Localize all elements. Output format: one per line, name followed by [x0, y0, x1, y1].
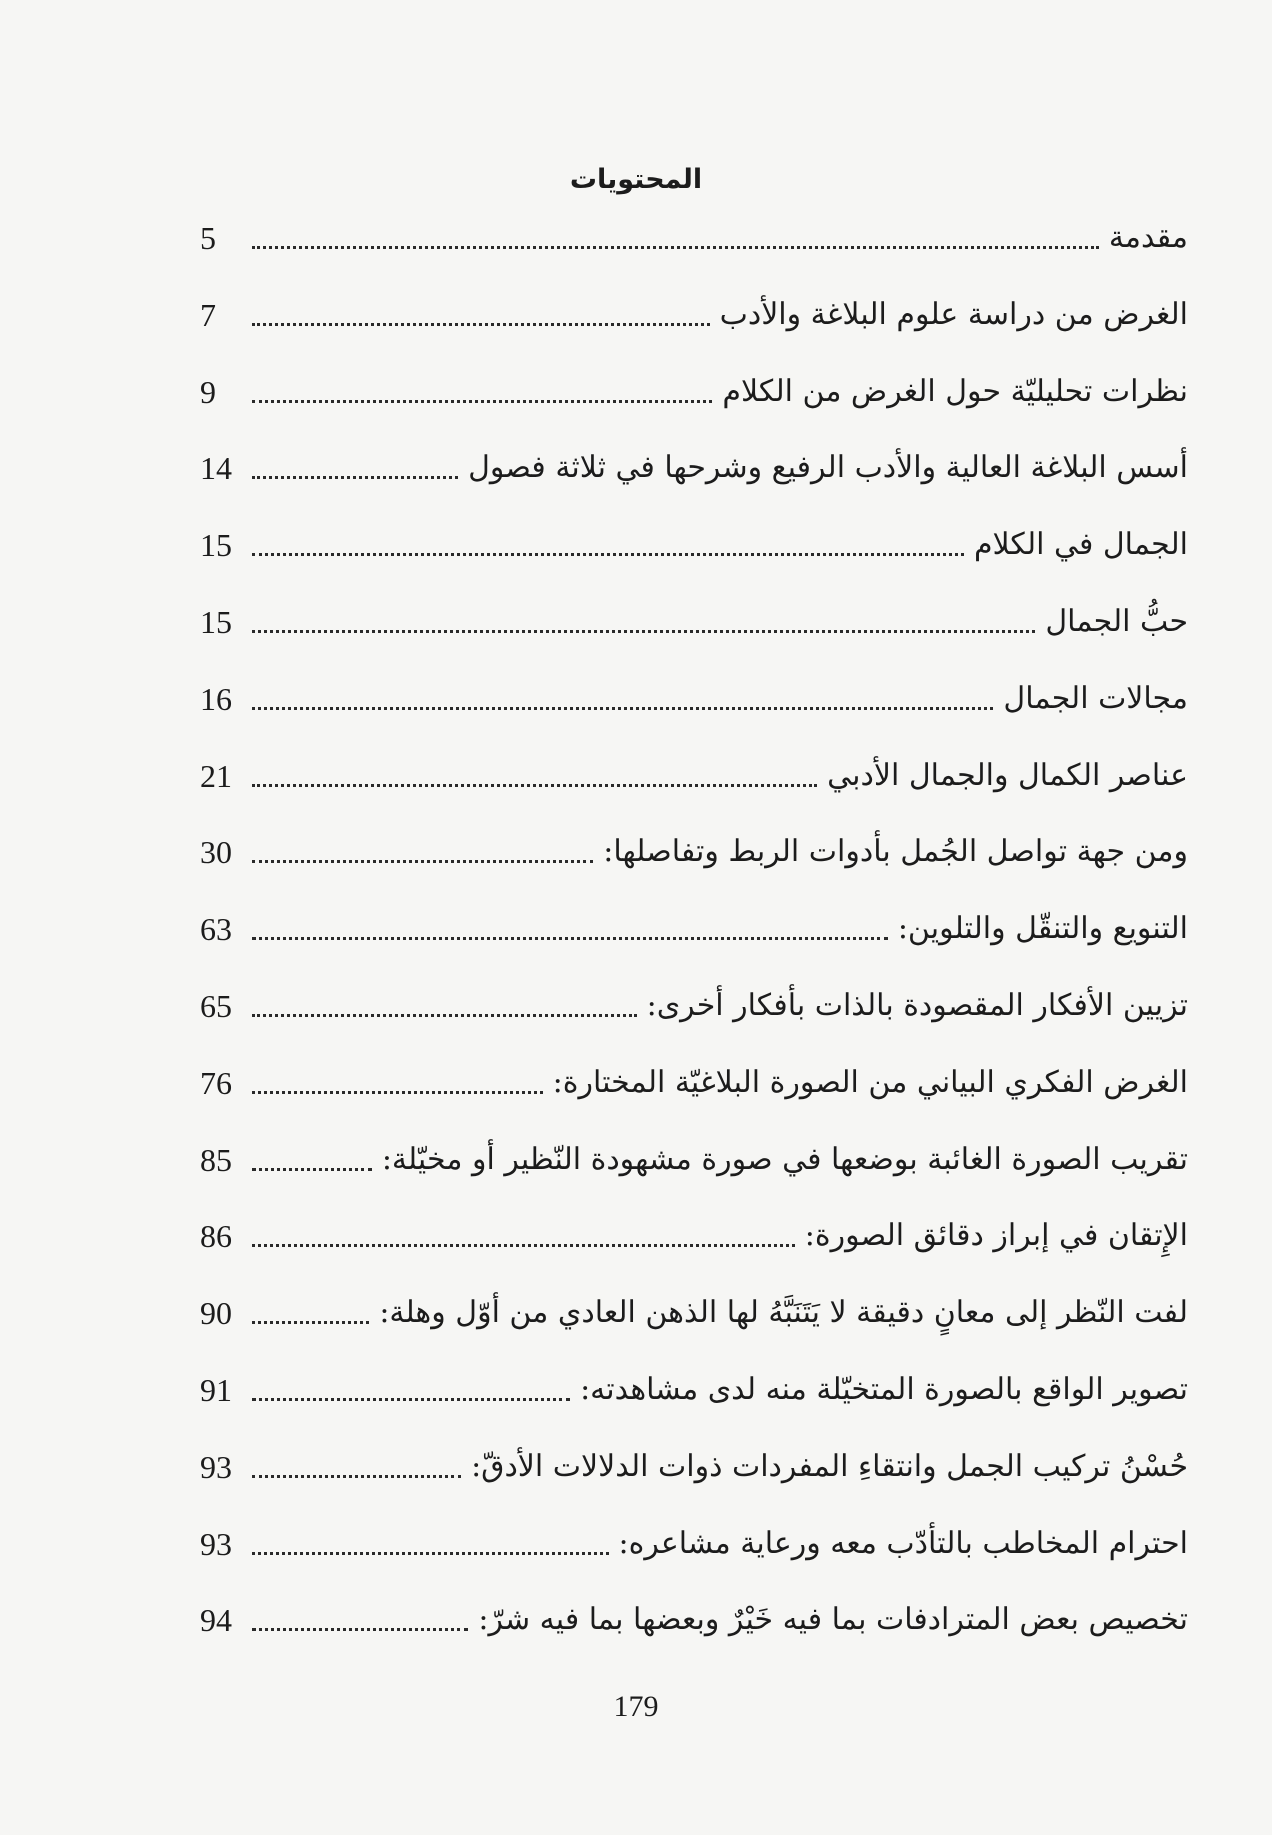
entry-page-number: 85: [200, 1141, 232, 1178]
dot-leader: [252, 1091, 543, 1094]
dot-leader: [252, 707, 993, 710]
entry-title: تخصيص بعض المترادفات بما فيه خَيْرٌ وبعضها بما فيه شرّ:: [478, 1602, 1188, 1638]
entry-page-number: 15: [200, 527, 232, 564]
toc-entry: [200, 796, 1188, 873]
entry-page-number: 7: [200, 296, 216, 333]
dot-leader: [252, 860, 593, 863]
dot-leader: [252, 1244, 795, 1247]
entry-page-number: 91: [200, 1371, 232, 1408]
entry-title: لفت النّظر إلى معانٍ دقيقة لا يَتَنَبَّهُ لها الذهن العادي من أوّل وهلة:: [379, 1295, 1188, 1331]
dot-leader: [252, 630, 1035, 633]
dot-leader: [252, 323, 710, 326]
toc-entry: [200, 642, 1188, 719]
entry-page-number: 5: [200, 220, 216, 256]
entry-page-number: 63: [200, 911, 232, 948]
toc-entry: [200, 488, 1188, 565]
toc-entry: [200, 1333, 1188, 1410]
toc-entry: [200, 412, 1188, 489]
entry-title: مقدمة: [1108, 220, 1188, 255]
entry-page-number: 16: [200, 680, 232, 717]
dot-leader: [252, 784, 817, 787]
dot-leader: [252, 1321, 369, 1324]
toc-entry: [200, 1256, 1188, 1333]
dot-leader: [252, 1014, 637, 1017]
entry-page-number: 93: [200, 1525, 232, 1562]
entry-title: أسس البلاغة العالية والأدب الرفيع وشرحها في ثلاثة فصول: [468, 450, 1188, 486]
entry-title: تصوير الواقع بالصورة المتخيّلة منه لدى مشاهدته:: [580, 1371, 1188, 1407]
entry-title: حُسْنُ تركيب الجمل وانتقاءِ المفردات ذوات الدلالات الأدقّ:: [471, 1448, 1188, 1484]
entry-title: الإِتقان في إبراز دقائق الصورة:: [804, 1218, 1188, 1254]
dot-leader: [252, 1552, 609, 1555]
toc-entry: [200, 1180, 1188, 1257]
entry-page-number: 93: [200, 1448, 232, 1485]
entry-title: تزيين الأفكار المقصودة بالذات بأفكار أخرى:: [646, 987, 1188, 1023]
entry-page-number: 65: [200, 987, 232, 1024]
toc-entry: [200, 565, 1188, 642]
entry-title: الغرض من دراسة علوم البلاغة والأدب: [719, 296, 1188, 332]
toc-entry: [200, 1026, 1188, 1103]
entry-page-number: 21: [200, 757, 232, 794]
dot-leader: [252, 1475, 461, 1478]
dot-leader: [252, 476, 458, 479]
toc-entry: [200, 1487, 1188, 1564]
entry-title: تقريب الصورة الغائبة بوضعها في صورة مشهودة النّظير أو مخيّلة:: [381, 1141, 1188, 1177]
entry-page-number: 76: [200, 1064, 232, 1101]
toc-entry: [200, 258, 1188, 335]
dot-leader: [252, 1168, 372, 1171]
dot-leader: [252, 1628, 468, 1631]
toc-entry: [200, 1410, 1188, 1487]
page-number-footer: 179: [613, 1690, 659, 1723]
entry-page-number: 15: [200, 603, 232, 640]
toc-entry: [200, 872, 1188, 949]
toc-entry: [200, 949, 1188, 1026]
toc-entry: [200, 1103, 1188, 1180]
entry-title: الغرض الفكري البياني من الصورة البلاغيّة المختارة:: [552, 1064, 1188, 1100]
dot-leader: [252, 1398, 570, 1401]
entry-title: عناصر الكمال والجمال الأدبي: [827, 757, 1188, 793]
entry-title: التنويع والتنقّل والتلوين:: [897, 911, 1188, 947]
entry-page-number: 14: [200, 450, 232, 487]
entry-title: الجمال في الكلام: [973, 527, 1188, 563]
entry-page-number: 30: [200, 834, 232, 871]
dot-leader: [252, 400, 712, 403]
entry-title: حبُّ الجمال: [1045, 603, 1188, 639]
entry-title: مجالات الجمال: [1003, 680, 1188, 716]
entry-page-number: 9: [200, 373, 216, 410]
page-title: المحتويات: [569, 164, 703, 195]
toc-entry: [200, 335, 1188, 412]
entry-page-number: 90: [200, 1295, 232, 1332]
dot-leader: [252, 246, 1099, 249]
dot-leader: [252, 553, 964, 556]
entry-title: نظرات تحليليّة حول الغرض من الكلام: [722, 373, 1188, 409]
toc-entry: [200, 210, 1188, 258]
entry-title: احترام المخاطب بالتأدّب معه ورعاية مشاعره:: [618, 1525, 1188, 1561]
dot-leader: [252, 937, 888, 940]
entry-page-number: 94: [200, 1602, 232, 1639]
toc-entry: [200, 719, 1188, 796]
entry-title: ومن جهة تواصل الجُمل بأدوات الربط وتفاصلها:: [603, 834, 1188, 870]
toc-entry: [200, 1564, 1188, 1641]
entry-page-number: 86: [200, 1218, 232, 1255]
table-of-contents: [200, 210, 1188, 1640]
